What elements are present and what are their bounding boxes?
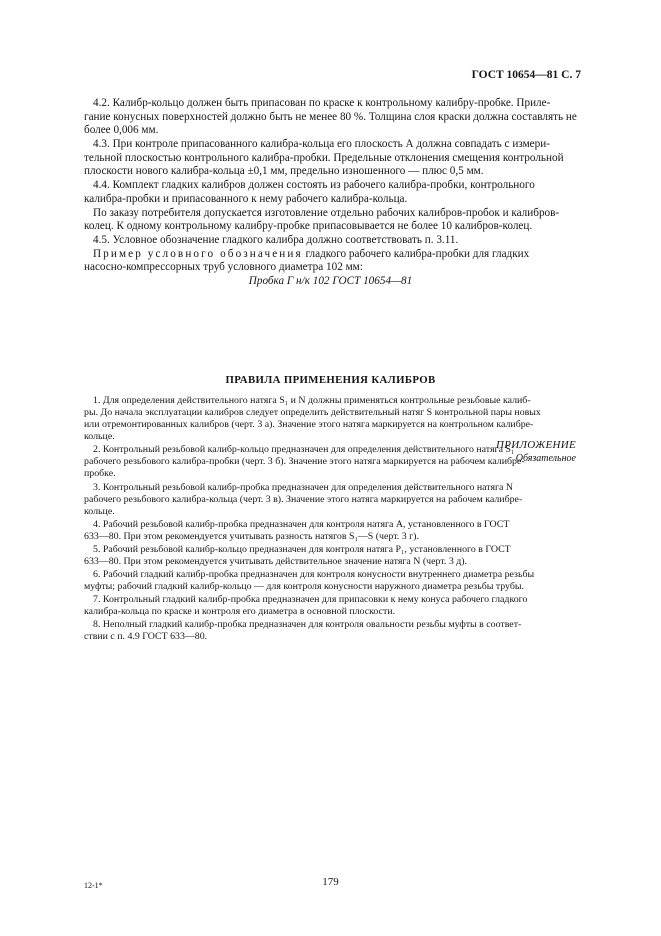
body-line-example [93, 248, 529, 261]
body-line: колец. К одному контрольному калибру-пробке припасовывается не более 10 калибров-колец. [84, 220, 533, 232]
appendix-line: 633—80. При этом рекомендуется учитывать действительное значение натяга N (черт. 3 д). [84, 556, 468, 567]
appendix-line: 3. Контрольный резьбовой калибр-пробка предназначен для определения действительного натяга N [93, 482, 514, 493]
body-line: 4.4. Комплект гладких калибров должен состоять из рабочего калибра-пробки, контрольного [93, 179, 535, 191]
body-line: насосно-компрессорных труб условного диаметра 102 мм: [84, 261, 363, 273]
appendix-line: ры. До начала эксплуатации калибров следует определить действительный натяг S контрольной пары новых [84, 407, 541, 418]
appendix-title: ПРАВИЛА ПРИМЕНЕНИЯ КАЛИБРОВ [225, 374, 436, 386]
appendix-line: калибра-кольца по краске и контроля его диаметра в основной плоскости. [84, 606, 396, 617]
appendix-status: Обязательное [515, 453, 576, 464]
appendix-line: 1. Для определения действительного натяга S₁ и N должны применяться контрольные резьбовые калиб- [93, 395, 531, 406]
appendix-line: 8. Неполный гладкий калибр-пробка предназначен для контроля овальности резьбы муфты в соответ- [93, 619, 522, 630]
appendix-line: 7. Контрольный гладкий калибр-пробка предназначен для припасовки к нему конуса рабочего гладкого [93, 594, 528, 605]
page-number: 179 [322, 876, 339, 888]
body-line: По заказу потребителя допускается изготовление отдельно рабочих калибров-пробок и калибров- [93, 207, 560, 219]
appendix-line: муфты; рабочий гладкий калибр-кольцо — для контроля конусности наружного диаметра резьбы трубы. [84, 581, 524, 592]
body-line: более 0,006 мм. [84, 124, 159, 136]
body-line: 4.3. При контроле припасованного калибра-кольца его плоскость А должна совпадать с измери- [93, 138, 550, 150]
appendix-label: ПРИЛОЖЕНИЕ [496, 439, 576, 451]
body-line: 4.2. Калибр-кольцо должен быть припасован по краске к контрольному калибру-пробке. Приле- [93, 97, 551, 109]
appendix-line: кольце. [84, 506, 115, 517]
example-text: гладкого рабочего калибра-пробки для гладких [302, 248, 530, 260]
spaced-phrase: Пример условного обозначения [93, 248, 303, 260]
appendix-line: пробке. [84, 468, 116, 479]
appendix-line: 5. Рабочий резьбовой калибр-кольцо предназначен для контроля натяга P₁, установленного в ГОСТ [93, 544, 511, 555]
appendix-line: 2. Контрольный резьбовой калибр-кольцо предназначен для определения действительного натяга S₁ [93, 444, 515, 455]
appendix-line: рабочего резьбового калибра-кольца (черт. 3 в). Значение этого натяга маркируется на рабочем калибре- [84, 494, 523, 505]
appendix-line: кольце. [84, 431, 115, 442]
appendix-line: ствии с п. 4.9 ГОСТ 633—80. [84, 631, 208, 642]
appendix-line: 4. Рабочий резьбовой калибр-пробка предназначен для контроля натяга А, установленного в ГОСТ [93, 519, 510, 530]
running-header: ГОСТ 10654—81 С. 7 [471, 69, 581, 81]
appendix-line: или отремонтированных калибров (черт. 3 а). Значение этого натяга маркируется на контрольном калибре- [84, 419, 534, 430]
appendix-line: 633—80. При этом рекомендуется учитывать разность натягов S₁—S (черт. 3 г). [84, 531, 419, 542]
body-line: тельной плоскостью контрольного калибра-пробки. Предельные отклонения смещения контрольной [84, 152, 564, 164]
appendix-line: рабочего резьбового калибра-пробки (черт. 3 б). Значение этого натяга маркируется на рабочем калибре- [84, 456, 525, 467]
body-line: гание конусных поверхностей должно быть не менее 80 %. Толщина слоя краски должна составлять не [84, 111, 577, 123]
appendix-line: 6. Рабочий гладкий калибр-пробка предназначен для контроля конусности внутреннего диаметра резьбы [93, 569, 535, 580]
body-line: калибра-пробки и припасованного к нему рабочего калибра-кольца. [84, 193, 408, 205]
signature-mark: 12-1* [84, 881, 103, 890]
body-line: 4.5. Условное обозначение гладкого калибра должно соответствовать п. 3.11. [93, 234, 459, 246]
designation-example: Пробка Г н/к 102 ГОСТ 10654—81 [248, 275, 413, 287]
body-line: плоскости нового калибра-кольца ±0,1 мм, предельно изношенного — плюс 0,5 мм. [84, 165, 484, 177]
